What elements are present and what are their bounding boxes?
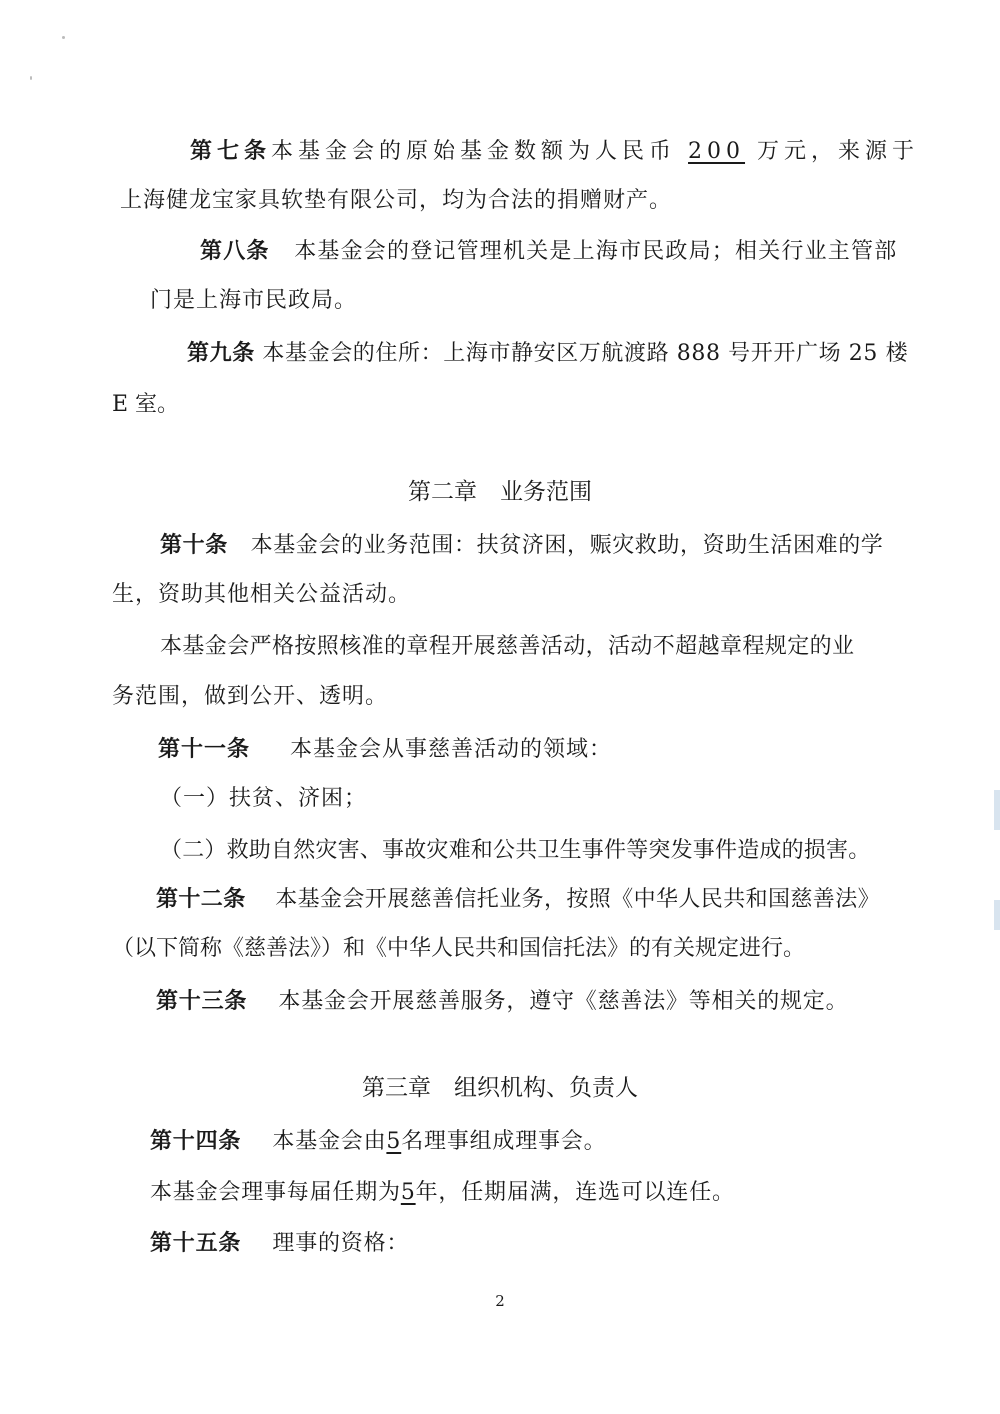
article-15 — [150, 1228, 409, 1259]
article-12-text: 本基金会开展慈善信托业务，按照《中华人民共和国慈善法》 — [275, 887, 880, 912]
article-10 — [160, 530, 883, 561]
article-15-label: 第十五条 — [150, 1230, 242, 1256]
article-11-item1: （一）扶贫、济困； — [160, 786, 368, 811]
chapter-2-heading: 第二章 业务范围 — [408, 479, 592, 505]
article-9 — [187, 338, 908, 369]
scan-speck — [30, 76, 32, 80]
article-9-text: 本基金会的住所：上海市静安区万航渡路 888 号开开广场 25 楼 — [262, 341, 909, 366]
article-8-line2: 门是上海市民政局。 — [150, 288, 358, 313]
article-8-text: 本基金会的登记管理机关是上海市民政局；相关行业主管部 — [294, 239, 898, 264]
article-14-text-a: 本基金会由 — [272, 1129, 387, 1154]
article-10b-line2: 务范围，做到公开、透明。 — [112, 684, 389, 709]
article-13-label: 第十三条 — [156, 988, 248, 1014]
article-11-item2: （二）救助自然灾害、事故灾难和公共卫生事件等突发事件造成的损害。 — [160, 838, 871, 863]
article-7-amount: 200 — [688, 139, 746, 164]
article-8 — [200, 236, 897, 267]
article-8-label: 第八条 — [200, 238, 270, 264]
article-7-line2: 上海健龙宝家具软垫有限公司，均为合法的捐赠财产。 — [120, 188, 673, 213]
scan-edge-mark — [994, 790, 1000, 830]
article-11 — [158, 734, 612, 765]
article-7-text-a: 本基金会的原始基金数额为人民币 — [271, 139, 677, 164]
article-14-text-b: 名理事组成理事会。 — [401, 1129, 607, 1154]
article-7 — [190, 136, 919, 167]
article-13 — [156, 986, 848, 1017]
article-10-line2: 生，资助其他相关公益活动。 — [112, 582, 412, 607]
chapter-3-heading: 第三章 组织机构、负责人 — [362, 1075, 638, 1101]
article-10b-line1: 本基金会严格按照核准的章程开展慈善活动，活动不超越章程规定的业 — [160, 634, 855, 659]
page-number: 2 — [495, 1292, 505, 1310]
article-12-label: 第十二条 — [156, 886, 246, 912]
article-14-line2-b: 年，任期届满，连选可以连任。 — [415, 1180, 735, 1205]
article-14-label: 第十四条 — [150, 1128, 242, 1154]
article-11-text: 本基金会从事慈善活动的领域： — [289, 737, 612, 762]
article-10-label: 第十条 — [160, 532, 228, 558]
article-13-text: 本基金会开展慈善服务，遵守《慈善法》等相关的规定。 — [278, 989, 849, 1014]
article-14-line2-a: 本基金会理事每届任期为 — [150, 1180, 401, 1205]
article-10-text: 本基金会的业务范围：扶贫济困，赈灾救助，资助生活困难的学 — [250, 533, 884, 558]
article-12 — [156, 884, 880, 915]
article-7-label: 第七条 — [190, 138, 272, 164]
article-9-label: 第九条 — [187, 340, 255, 366]
article-7-text-b: 万元，来源于 — [757, 139, 920, 164]
scan-edge-mark — [994, 900, 1000, 930]
article-14-count: 5 — [386, 1129, 402, 1154]
article-12-line2: （以下简称《慈善法》）和《中华人民共和国信托法》的有关规定进行。 — [112, 936, 806, 961]
article-11-label: 第十一条 — [158, 736, 251, 762]
article-9-line2: E 室。 — [112, 392, 180, 417]
article-15-text: 理事的资格： — [272, 1231, 410, 1256]
article-14 — [150, 1126, 606, 1157]
article-14-term: 5 — [400, 1180, 416, 1205]
scan-speck — [62, 36, 65, 39]
article-14-line2 — [150, 1178, 735, 1208]
